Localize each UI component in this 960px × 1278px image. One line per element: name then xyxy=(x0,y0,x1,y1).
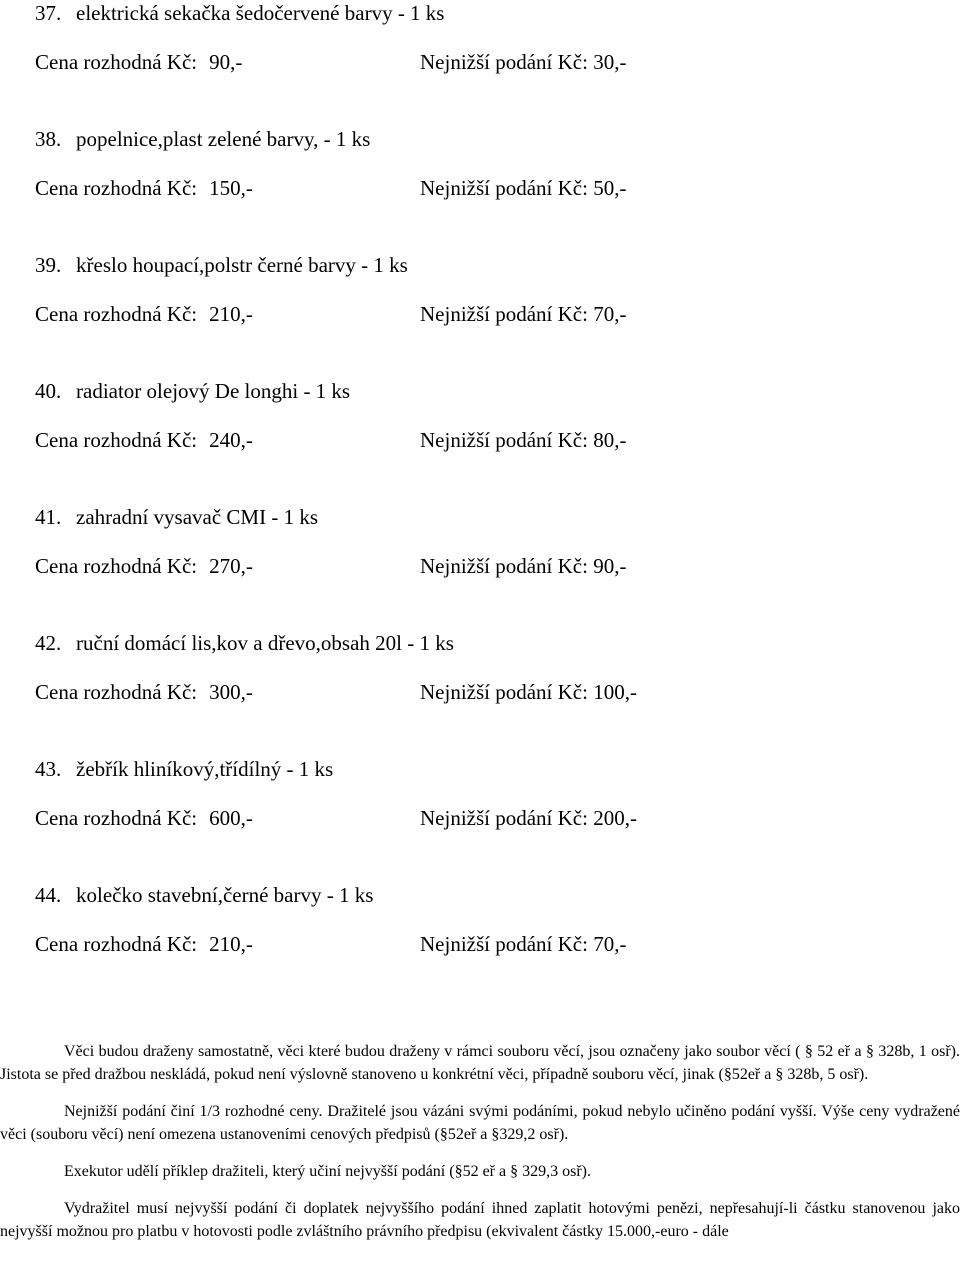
item-title: popelnice,plast zelené barvy, - 1 ks xyxy=(76,127,371,151)
min-value: 90,- xyxy=(593,554,627,578)
min-label: Nejnižší podání Kč: xyxy=(420,932,588,956)
item-number: 43. xyxy=(35,757,62,781)
price-label: Cena rozhodná Kč: xyxy=(35,428,198,452)
price-row xyxy=(35,302,935,326)
auction-items-list xyxy=(35,0,935,1008)
minimum-bid xyxy=(420,302,626,326)
item-heading xyxy=(35,379,350,403)
price-label: Cena rozhodná Kč: xyxy=(35,176,198,200)
min-label: Nejnižší podání Kč: xyxy=(420,302,588,326)
price-label: Cena rozhodná Kč: xyxy=(35,932,198,956)
price-value: 90,- xyxy=(209,50,243,74)
price-label: Cena rozhodná Kč: xyxy=(35,680,198,704)
minimum-bid xyxy=(420,50,626,74)
item-heading xyxy=(35,757,333,781)
auction-item xyxy=(35,252,935,378)
price-label: Cena rozhodná Kč: xyxy=(35,554,198,578)
price-value: 150,- xyxy=(209,176,253,200)
terms-paragraph: Nejnižší podání činí 1/3 rozhodné ceny. Dražitelé jsou vázáni svými podáními, pokud nebylo učiněno podání vyšší. Výše ceny vydražené věci (souboru věcí) není omezena ustanoveními cenových předpisů (§52eř a §329,2 osř). xyxy=(0,1103,960,1143)
item-heading xyxy=(35,505,318,529)
min-value: 50,- xyxy=(593,176,627,200)
item-heading xyxy=(35,253,408,277)
item-number: 42. xyxy=(35,631,62,655)
item-number: 38. xyxy=(35,127,62,151)
price-row xyxy=(35,554,935,578)
auction-item xyxy=(35,378,935,504)
auction-terms xyxy=(0,1040,960,1257)
price-row xyxy=(35,806,935,830)
min-value: 70,- xyxy=(593,302,627,326)
item-heading xyxy=(35,1,444,25)
item-title: zahradní vysavač CMI - 1 ks xyxy=(76,505,319,529)
price-row xyxy=(35,680,935,704)
minimum-bid xyxy=(420,680,637,704)
minimum-bid xyxy=(420,428,626,452)
price-label: Cena rozhodná Kč: xyxy=(35,50,198,74)
auction-item xyxy=(35,882,935,1008)
price-value: 240,- xyxy=(209,428,253,452)
price-row xyxy=(35,50,935,74)
item-heading xyxy=(35,127,370,151)
price-value: 270,- xyxy=(209,554,253,578)
auction-item xyxy=(35,0,935,126)
auction-item xyxy=(35,126,935,252)
min-value: 70,- xyxy=(593,932,627,956)
item-heading xyxy=(35,631,454,655)
min-value: 200,- xyxy=(593,806,637,830)
price-row xyxy=(35,428,935,452)
item-number: 41. xyxy=(35,505,62,529)
terms-paragraph: Vydražitel musí nejvyšší podání či doplatek nejvyššího podání ihned zaplatit hotovými penězi, nepřesahují-li částku stanovenou jako nejvyšší možnou pro platbu v hotovosti podle zvláštního právního předpisu (ekvivalent částky 15.000,-euro - dále xyxy=(0,1200,960,1240)
min-value: 80,- xyxy=(593,428,627,452)
min-label: Nejnižší podání Kč: xyxy=(420,680,588,704)
item-number: 44. xyxy=(35,883,62,907)
min-value: 30,- xyxy=(593,50,627,74)
item-number: 37. xyxy=(35,1,62,25)
item-heading xyxy=(35,883,373,907)
terms-paragraph: Věci budou draženy samostatně, věci které budou draženy v rámci souboru věcí, jsou označeny jako soubor věcí ( § 52 eř a § 328b, 1 osř). Jistota se před dražbou neskládá, pokud není výslovně stanoveno u konkrétní věci, případně souboru věcí, jinak (§52eř a § 328b, 5 osř). xyxy=(0,1043,960,1083)
price-row xyxy=(35,176,935,200)
price-label: Cena rozhodná Kč: xyxy=(35,302,198,326)
price-value: 210,- xyxy=(209,932,253,956)
item-title: radiator olejový De longhi - 1 ks xyxy=(76,379,351,403)
item-number: 39. xyxy=(35,253,62,277)
price-value: 300,- xyxy=(209,680,253,704)
item-title: křeslo houpací,polstr černé barvy - 1 ks xyxy=(76,253,408,277)
price-value: 600,- xyxy=(209,806,253,830)
min-label: Nejnižší podání Kč: xyxy=(420,428,588,452)
minimum-bid xyxy=(420,932,626,956)
auction-item xyxy=(35,630,935,756)
item-number: 40. xyxy=(35,379,62,403)
price-label: Cena rozhodná Kč: xyxy=(35,806,198,830)
auction-item xyxy=(35,756,935,882)
price-value: 210,- xyxy=(209,302,253,326)
min-label: Nejnižší podání Kč: xyxy=(420,50,588,74)
minimum-bid xyxy=(420,806,637,830)
minimum-bid xyxy=(420,176,626,200)
item-title: žebřík hliníkový,třídílný - 1 ks xyxy=(76,757,334,781)
min-label: Nejnižší podání Kč: xyxy=(420,806,588,830)
auction-item xyxy=(35,504,935,630)
min-label: Nejnižší podání Kč: xyxy=(420,176,588,200)
minimum-bid xyxy=(420,554,626,578)
item-title: elektrická sekačka šedočervené barvy - 1 ks xyxy=(76,1,445,25)
item-title: ruční domácí lis,kov a dřevo,obsah 20l - 1 ks xyxy=(76,631,454,655)
terms-paragraph: Exekutor udělí příklep dražiteli, který učiní nejvyšší podání (§52 eř a § 329,3 osř). xyxy=(64,1163,591,1180)
price-row xyxy=(35,932,935,956)
min-value: 100,- xyxy=(593,680,637,704)
item-title: kolečko stavební,černé barvy - 1 ks xyxy=(76,883,374,907)
min-label: Nejnižší podání Kč: xyxy=(420,554,588,578)
